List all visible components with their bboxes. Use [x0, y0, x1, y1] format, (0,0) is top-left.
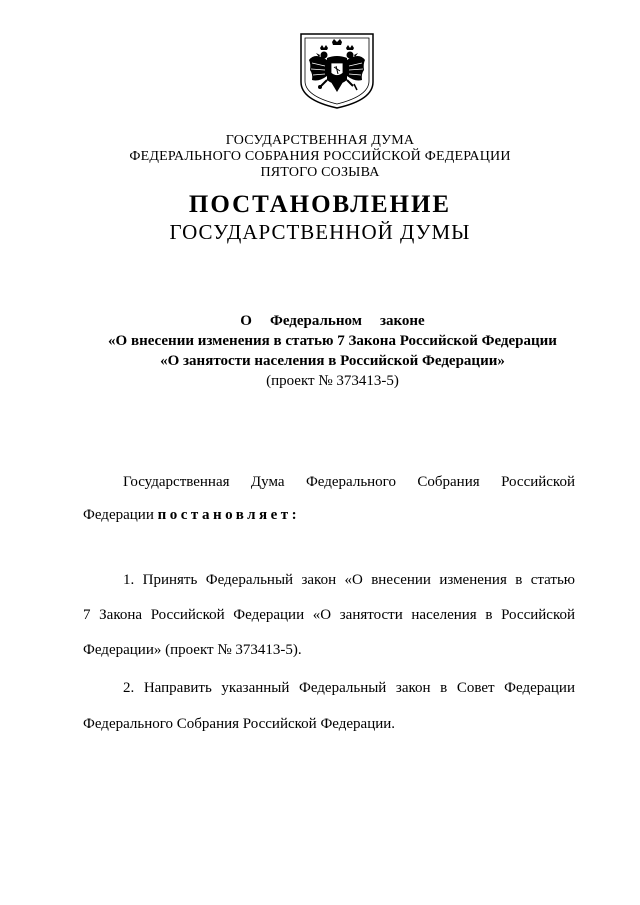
item-2-line-2: Федерального Собрания Российской Федерации.	[83, 716, 396, 732]
double-headed-eagle-icon	[297, 30, 377, 110]
document-title: ПОСТАНОВЛЕНИЕ	[188, 191, 452, 218]
subject-line-1	[0, 311, 640, 331]
org-line-3: ПЯТОГО СОЗЫВА	[260, 165, 380, 180]
issuing-body	[0, 133, 640, 181]
subject-word-1: О	[240, 313, 252, 329]
subject-line-2: «О внесении изменения в статью 7 Закона Российской Федерации	[108, 333, 557, 349]
resolution-subject	[0, 311, 640, 391]
subject-word-2: Федеральном	[269, 313, 362, 329]
item-1-line-2: 7 Закона Российской Федерации «О занятости населения в Российской	[83, 607, 575, 623]
intro-line-2-start: Федерации	[83, 507, 158, 523]
org-line-1: ГОСУДАРСТВЕННАЯ ДУМА	[225, 133, 415, 148]
intro-line-1: Государственная Дума Федерального Собрания Российской	[123, 474, 575, 490]
subject-line-4: (проект № 373413-5)	[266, 373, 399, 389]
item-1-line-3: Федерации» (проект № 373413-5).	[83, 642, 302, 658]
subject-word-3: законе	[379, 313, 425, 329]
intro-line-2	[83, 506, 300, 524]
org-line-2: ФЕДЕРАЛЬНОГО СОБРАНИЯ РОССИЙСКОЙ ФЕДЕРАЦИИ	[129, 149, 511, 164]
subject-line-3: «О занятости населения в Российской Федерации»	[160, 353, 505, 369]
coat-of-arms-emblem	[297, 30, 377, 110]
item-1-line-1: 1. Принять Федеральный закон «О внесении изменения в статью	[123, 572, 575, 588]
resolves-word: постановляет:	[157, 507, 301, 523]
item-2-line-1: 2. Направить указанный Федеральный закон в Совет Федерации	[123, 680, 575, 696]
document-subtitle: ГОСУДАРСТВЕННОЙ ДУМЫ	[169, 220, 471, 244]
